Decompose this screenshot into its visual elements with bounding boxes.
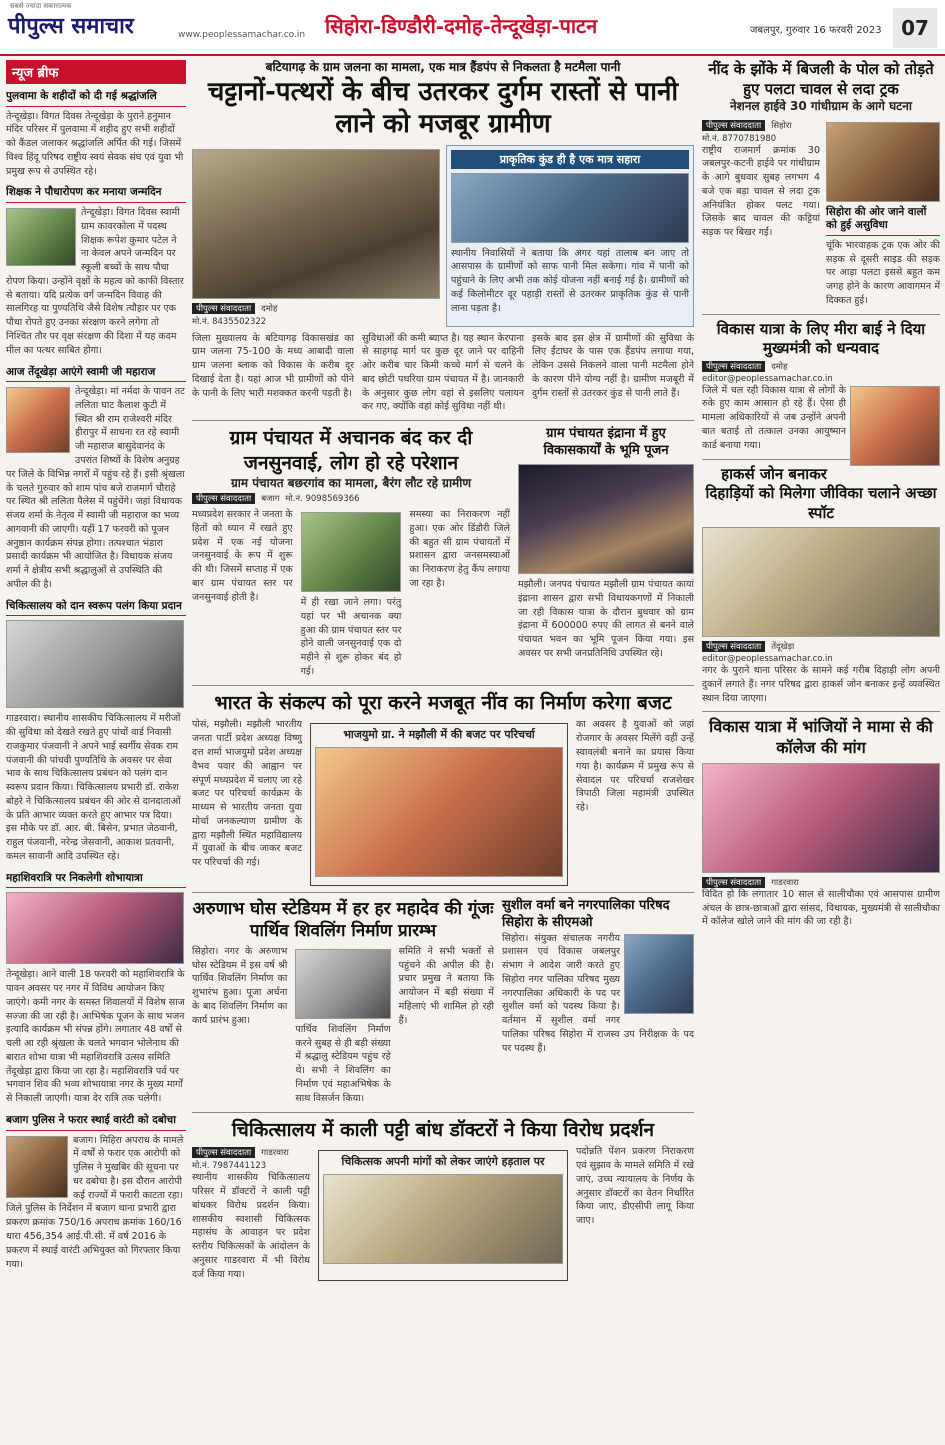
- news-photo: [295, 949, 390, 1019]
- brief-item: [6, 600, 186, 864]
- news-photo: [301, 512, 402, 592]
- story-text: राष्ट्रीय राजमार्ग क्रमांक 30 जबलपुर-कटनी हाईवे पर गांधीग्राम के आगे बुधवार सुबह लगभग 4 बजे एक बड़ा चावल से लदा ट्रक अनियंत्रित होकर पलट गया। जिसके बाद चावल की कट्टियां सड़क पर बिखर गईं।: [702, 144, 820, 239]
- brief-headline: चिकित्सालय को दान स्वरूप पलंग किया प्रदान: [6, 600, 186, 617]
- brief-item: [6, 366, 186, 592]
- college-demand-story: [702, 717, 940, 929]
- lead-story: [192, 60, 694, 414]
- brief-headline: महाशिवरात्रि पर निकलेगी शोभायात्रा: [6, 872, 186, 889]
- story-subhead: नेशनल हाईवे 30 गांधीग्राम के आगे घटना: [730, 99, 912, 113]
- main-column: [192, 60, 694, 1440]
- story-headline: विकास यात्रा में भांजियों ने मामा से की कॉलेज की मांग: [709, 717, 933, 758]
- byline-location: गाडरवारा: [771, 877, 799, 888]
- byline-name: पीपुल्स संवाददाता: [702, 120, 765, 131]
- brief-headline: आज तेंदूखेड़ा आएंगे स्वामी जी महाराज: [6, 366, 186, 383]
- meera-bai-story: [702, 320, 940, 453]
- box-headline: प्राकृतिक कुंड ही है एक मात्र सहारा: [451, 150, 689, 169]
- story-headline: चिकित्सालय में काली पट्टी बांध डॉक्टरों ने किया विरोध प्रदर्शन: [231, 1118, 655, 1141]
- shivling-story: [192, 898, 494, 1106]
- protest-story: [192, 1118, 694, 1282]
- divider: [192, 420, 694, 421]
- story-text: मध्यप्रदेश सरकार ने जनता के हितों को ध्यान में रखते हुए प्रदेश में एक नई योजना जनसुनवाई के रूप में शुरू की थी। जिसमें सप्ताह में एक बार ग्राम पंचायत स्तर पर जनसुनवाई होती है।: [192, 509, 293, 603]
- divider: [192, 685, 694, 686]
- brief-item: [6, 872, 186, 1106]
- news-photo: [6, 1136, 68, 1198]
- story-row: [192, 898, 694, 1106]
- website-url[interactable]: www.peoplessamachar.co.in: [178, 30, 306, 40]
- photo-feature: [310, 723, 568, 885]
- reporter-mobile: मो.नं. 9098569366: [285, 494, 360, 505]
- story-subhead: ग्राम पंचायत बछरगांव का मामला, बैरंग लौट रहे ग्रामीण: [230, 475, 472, 490]
- newspaper-logo: पीपुल्स समाचार: [8, 13, 134, 39]
- brief-text: तेन्दूखेड़ा। विगत दिवस तेन्दूखेड़ा के पुराने हनुमान मंदिर परिसर में पुलवामा में शहीद हुए सभी शहीदों को कैंडल जलाकर श्रद्धांजलि अर्पित की गई। जिसमें विश्व हिंदू परिषद राष्ट्रीय स्वयं सेवक संघ एवं युवा भी प्रमुख रूप से उपस्थित रहे।: [6, 110, 184, 177]
- reporter-mobile: मो.नं. 7987441123: [192, 1161, 267, 1172]
- panchayat-story: [192, 426, 510, 679]
- byline: [702, 641, 940, 652]
- photo-headline: चिकित्सक अपनी मांगों को लेकर जाएंगे हड़ताल पर: [341, 1155, 545, 1169]
- edition-title: सिहोरा-डिण्डौरी-दमोह-तेन्दूखेड़ा-पाटन: [325, 14, 598, 38]
- box-photo: [451, 173, 689, 243]
- photo-headline: भाजयुमो ग्रा. ने मझौली में की बजट पर परिचर्चा: [343, 728, 535, 742]
- news-photo: [323, 1174, 563, 1264]
- portrait-photo: [624, 934, 694, 1014]
- divider: [192, 1112, 694, 1113]
- story-text: में ही रखा जाने लगा। परंतु यहां पर भी अचानक क्या हुआ की ग्राम पंचायत स्तर पर होने वाली जनसुनवाई एक दो महीने से शुरू होकर बंद हो गई।: [300, 597, 402, 677]
- byline: [192, 1147, 310, 1158]
- brief-text: तेन्दूखेड़ा। विगत दिवस स्वामी ग्राम कावरकोला में पदस्थ शिक्षक रूपेश कुमार पटेल ने ना केवल अपने जन्मदिन पर स्कूली बच्चों के साथ पौधा रोपण किया। उन्होंने वृक्षों के महत्व को काफी विस्तार से बताया। यदि प्रत्येक वर्ग जन्मदिन विवाह की सालगिरह या पुण्यतिथि जैसे विशेष त्यौहार पर एक पौधा रोपते हुए उनका संरक्षण करने लगेगा तो निश्चित तौर पर वृक्ष संरक्षण की दिशा में यह कदम मील का पत्थर साबित होगा।: [6, 207, 184, 356]
- story-text: सिहोरा। नगर के अरुणाभ घोस स्टेडियम में इस वर्ष श्री पार्थिव शिवलिंग निर्माण का शुभारंभ हुआ। पूजा अर्चना के बाद शिवलिंग निर्माण का कार्य प्रारंभ हुआ।: [192, 945, 288, 1026]
- story-text: जिले में चल रही विकास यात्रा से लोगों के रुके हुए काम आसान हो रहे हैं। ऐसा ही मामला अधिकारियों से जब उन्होंने अपनी बात बताई तो तत्काल उनका आयुष्मान कार्ड बनाया गया।: [702, 384, 846, 451]
- story-row: [192, 426, 694, 679]
- truck-story: [702, 60, 940, 308]
- logo-tagline: सबसे ज्यादा सकारात्मक: [10, 2, 72, 10]
- story-headline: अरुणाभ घोस स्टेडियम में हर हर महादेव की गूंजः पार्थिव शिवलिंग निर्माण प्रारम्भ: [192, 898, 494, 941]
- story-text: नगर के पुराने थाना परिसर के सामने कई गरीब दिहाड़ी लोग अपनी दुकानें लगाते हैं। नगर परिषद द्वारा हाकर्स जोन बनाकर इन्हें व्यवस्थित स्थान दिया जाएगा।: [702, 665, 940, 704]
- story-text: इसके बाद इस क्षेत्र में ग्रामीणों की सुविधा के लिए ईंटाघर के पास एक हैंडपंप लगाया गया, लेकिन उससे निकलने वाला पानी मटमैला होने के कारण पीने योग्य नहीं है। ग्रामीण मजबूरी में दुर्गम रास्तों से उतरकर कुंड से पानी लाते हैं।: [532, 332, 694, 399]
- page-number: 07: [893, 8, 937, 48]
- news-photo: [6, 387, 70, 453]
- byline-name: पीपुल्स संवाददाता: [192, 493, 255, 504]
- story-text: समिति ने सभी भक्तों से पहुंचने की अपील की है। प्रचार प्रमुख ने बताया कि आयोजन में बड़ी संख्या में महिलाएं भी शामिल हो रही हैं।: [398, 945, 494, 1026]
- story-headline: ग्राम पंचायत में अचानक बंद कर दी जनसुनवाई, लोग हो रहे परेशान: [229, 427, 473, 474]
- story-kicker: बटियागढ़ के ग्राम जलना का मामला, एक मात्र हैंडपंप से निकलता है मटमैला पानी: [265, 60, 621, 74]
- brief-text: गाडरवारा। स्थानीय शासकीय चिकित्सालय में मरीजों की सुविधा को देखते रखते हुए पांचों वार्ड निवासी राजकुमार पंजवानी ने अपने भाई स्वर्गीय सेवक राम पंजवानी की पांचवी पुण्यतिथि के अवसर पर सेवा भाव के साथ चिकित्सालय प्रबंधन को पलंग दान स्वरूप प्रदान किया। चिकित्सालय प्रभारी डॉ. राकेश बोहरे ने चिकित्सालय प्रबंधन की ओर से दानदाताओं के प्रति आभार व्यक्त करते हुए आभार पत्र दिया। इस मौके पर डॉ. आर. बी. बिसेन, प्रभात जेठवानी, राहुल पंजवानी, नरेन्द्र जेसवानी, आकाश प्रतवानी, कमल सावानी आदि उपस्थित रहे।: [6, 713, 181, 862]
- story-headline: विकास यात्रा के लिए मीरा बाई ने दिया मुख्यमंत्री को धन्यवाद: [716, 319, 926, 358]
- sidebar-box: [446, 145, 694, 327]
- bhoomi-pujan-story: [518, 426, 694, 679]
- byline: [702, 120, 820, 131]
- news-photo: [315, 747, 563, 877]
- reporter-mobile: मो.नं. 8770781980: [702, 133, 777, 144]
- byline: [702, 877, 940, 888]
- brief-item: [6, 186, 186, 357]
- divider: [192, 892, 694, 893]
- brief-headline: शिक्षक ने पौधारोपण कर मनाया जन्मदिन: [6, 186, 186, 203]
- byline-name: पीपुल्स संवाददाता: [702, 877, 765, 888]
- brief-text: बजाग। मिहिरा अपराध के मामले में वर्षों से फरार एक आरोपी को पुलिस ने मुखबिर की सूचना पर धर दबोचा है। इस दौरान आरोपी कई राज्यों में फरारी काटता रहा। जिले पुलिस के निर्देशन में बजाग थाना प्रभारी द्वारा प्रकरण क्रमांक 750/16 अपराध क्रमांक 160/16 धारा 456,354 आई.पी.सी. में वर्ष 2016 के प्रकरण में स्थाई वारंटी अभियुक्त को गिरफ्तार किया गया।: [6, 1134, 184, 1270]
- story-text: सिहोरा। संयुक्त संचालक नगरीय प्रशासन एवं विकास जबलपुर संभाग ने आदेश जारी करते हुए सिहोरा नगर पालिका परिषद मुख्य नगरपालिका अधिकारी के पद पर सुशील वर्मा को पदस्थ किया है। वर्तमान में सुशील वर्मा नगर पालिका परिषद सिहोरा में राजस्व उप निरीक्षक के पद पर पदस्थ हैं।: [502, 932, 694, 1054]
- story-text: चूंकि भारवाहक ट्रक एक ओर की सड़क से दूसरी साइड की सड़क पर आड़ा पलटा इससे बहुत कम जगह होने के कारण आवागमन में दिक्कत हुई।: [826, 239, 940, 306]
- divider: [702, 711, 940, 712]
- news-photo: [826, 122, 940, 202]
- dateline: जबलपुर, गुरुवार 16 फरवरी 2023: [750, 25, 882, 36]
- news-photo: [702, 763, 940, 873]
- byline-location: दमोह: [771, 361, 788, 372]
- news-photo: [850, 386, 940, 466]
- byline-location: गाडरवारा: [261, 1148, 289, 1159]
- brief-text: तेन्दूखेड़ा। मां नर्मदा के पावन तट ललिता घाट कैलाश कुटी में स्थित श्री राम राजेश्वरी मंदिर हीरापुर में साधना रत रहे स्वामी जी महाराज बासुदेवानंद के उपरांत शिष्यों के विशेष अनुग्रह पर जिले के विभिन्न नगरों में पहुंच रहे हैं। इसी श्रृंखला के चलते गुरुवार को शाम पांच बजे राजमार्ग चौराहे पर स्थित श्री ललिता पैलेस में पहुंचेंगे। जहां विधायक संजय शर्मा के नेतृत्व में स्वामी जी महाराज का भव्य आगवानी की जाएगी। यहीं 17 फरवरी को पूजन अनुष्ठान कार्यक्रम संपन्न होगा। तत्पश्चात भंडारा प्रसादी कार्यक्रम भी आयोजित है। विधायक संजय शर्मा ने क्षेत्रीय सभी श्रद्धालुओं से उपस्थिति की अपील की है।: [6, 386, 185, 590]
- brief-text: तेन्दूखेड़ा। आने वाली 18 फरवरी को महाशिवरात्रि के पावन अवसर पर नगर में विविध आयोजन किए जाएंगे। कमी नगर के समस्त शिवालयों में विशेष साज सज्जा की जा रही है। आभिषेक पूजन के साथ भजन इत्यादि कार्यक्रम भी संपन्न होंगे। लगातार 48 वर्षों से चली आ रही श्रृंखला के चलते भगवान भोलेनाथ की बारात शोभा यात्रा भी महाशिवरात्रि उत्सव समिति तेंदूखेड़ा द्वारा किया जा रहा है। महाशिवरात्रि पर्व पर भगवान शिव की भव्य शोभायात्रा नगर के मुख्य मार्गों से निकाली जाएगी। यात्रा देर रात्रि तक चलेगी।: [6, 969, 185, 1105]
- story-text: पार्थिव शिवलिंग निर्माण करने सुबह से ही बड़ी संख्या में श्रद्धालु स्टेडियम पहुंच रहे थे। सभी ने शिवलिंग का निर्माण एवं महाअभिषेक के साथ विसर्जन किया।: [295, 1023, 391, 1104]
- story-text: जिला मुख्यालय के बटियागढ़ विकासखंड का ग्राम जलना 75-100 के मध्य आबादी वाला ग्राम जलना ब्लाक को विकास के करीब दूर दिखाई देता है। यहां आज भी ग्रामीणों को पीने के पानी के लिए भारी मशक्कत करनी पड़ती है।: [192, 332, 354, 399]
- news-brief-column: [6, 60, 186, 1440]
- byline-name: पीपुल्स संवाददाता: [702, 641, 765, 652]
- byline-name: पीपुल्स संवाददाता: [192, 1147, 255, 1158]
- brief-headline: पुलवामा के शहीदों को दी गई श्रद्धांजलि: [6, 90, 186, 107]
- story-headline: भारत के संकल्प को पूरा करने मजबूत नींव का निर्माण करेगा बजट: [214, 691, 672, 714]
- side-headline: सिहोरा की ओर जाने वालों को हुई असुविधा: [826, 206, 940, 236]
- byline-location: दमोह: [261, 303, 278, 314]
- budget-story: [192, 691, 694, 886]
- divider: [702, 314, 940, 315]
- news-photo: [702, 527, 940, 637]
- editor-email[interactable]: editor@peoplessamachar.co.in: [702, 373, 833, 384]
- byline: [192, 303, 440, 314]
- story-text: पदोन्नति पेंशन प्रकरण निराकरण एवं सुझाव के मामले समिति में रखे जाएं, उच्च न्यायालय के निर्णय के अनुसार डॉक्टरों का वेतन निर्धारित किया जाए, डीएसीपी लागू किया जाए।: [576, 1146, 694, 1227]
- story-text: समस्या का निराकरण नहीं हुआ। एक ओर डिंडौरी जिले की बहुत सी ग्राम पंचायतों में प्रशासन द्वारा जनसमस्याओं का निराकरण हेतु कैंप लगाया जा रहा है।: [409, 509, 510, 589]
- cmo-story: [502, 898, 694, 1106]
- story-headline: सुशील वर्मा बने नगरपालिका परिषद सिहोरा के सीएमओ: [502, 897, 670, 930]
- story-headline: चट्टानों-पत्थरों के बीच उतरकर दुर्गम रास्तों से पानी लाने को मजबूर ग्रामीण: [207, 76, 679, 140]
- byline: [192, 493, 510, 504]
- brief-headline: बजाग पुलिस ने फरार स्थाई वारंटी को दबोचा: [6, 1114, 186, 1131]
- news-photo: [6, 620, 184, 708]
- story-headline: ग्राम पंचायत इंद्राना में हुए विकासकार्यों के भूमि पूजन: [543, 426, 669, 459]
- hawkers-story: [702, 465, 940, 706]
- editor-email[interactable]: editor@peoplessamachar.co.in: [702, 654, 833, 665]
- story-headline: हाकर्स जोन बनाकर दिहाड़ियों को मिलेगा जीविका चलाने अच्छा स्पॉट: [705, 464, 937, 522]
- news-photo: [518, 464, 694, 574]
- story-text: स्थानीय शासकीय चिकित्सालय परिसर में डॉक्टरों ने काली पट्टी बांधकर विरोध प्रदर्शन किया। शासकीय स्वशासी चिकित्सक महासंघ के आवाहन पर प्रदेश स्तरीय चिकित्सकों के आंदोलन के अनुसार गाडरवारा में भी विरोध दर्ज किया गया।: [192, 1172, 310, 1280]
- byline-location: सिहोरा: [771, 120, 792, 131]
- reporter-mobile: मो.नं. 8435502322: [192, 316, 267, 327]
- brief-item: [6, 1114, 186, 1271]
- byline-name: पीपुल्स संवाददाता: [192, 303, 255, 314]
- story-text: विदित हो कि लगातार 10 साल से सालीचौका एवं आसपास ग्रामीण अंचल के छात्र-छात्राओं द्वारा सांसद, विधायक, मुख्यमंत्री से सालीचौका में कॉलेज खोले जाने की मांग की जा रही है।: [702, 888, 940, 928]
- story-text: मझौली। जनपद पंचायत मझौली ग्राम पंचायत कायां इंद्राना शासन द्वारा सभी विधायकगणों में निकाली जा रही विकास यात्रा के दौरान बुधवार को ग्राम इंद्राना में 600000 रुपए की लागत से बनने वाले पंचायत भवन का भूमि पूजन किया गया। इस अवसर पर सभी जनप्रतिनिधि उपस्थित रहे।: [518, 578, 694, 659]
- byline-location: तेंदूखेड़ा: [771, 642, 795, 653]
- story-text: का अवसर है युवाओं को जहां रोजगार के अवसर मिलेंगे वहीं उन्हें स्वावलंबी बनाने का प्रयास किया गया है। कार्यक्रम में प्रमुख रूप से सेवादल पर परिचर्चा राजशेखर त्रिपाठी जिला महामंत्री उपस्थित रहे।: [576, 719, 694, 814]
- news-photo: [6, 208, 76, 266]
- brief-item: [6, 90, 186, 178]
- right-column: [702, 60, 940, 1440]
- lead-photo: [192, 149, 440, 299]
- news-photo: [6, 892, 184, 964]
- box-text: स्थानीय निवासियों ने बताया कि अगर यहां तालाब बन जाए तो आसपास के ग्रामीणों को साफ पानी मिल सकेगा। गांव में पानी को पहुंचाने के लिए अभी तक कोई योजना नहीं बनाई गई है। ग्रामीणों को कई किलोमीटर दूर पहाड़ी रास्तों से उतरकर प्राकृतिक कुंड से पानी लाना पड़ता है।: [451, 247, 689, 314]
- story-headline: नींद के झोंके में बिजली के पोल को तोड़ते हुए पलटा चावल से लदा ट्रक: [708, 60, 934, 98]
- byline: [702, 361, 940, 372]
- story-text: पोसं, मझौली। मझौली भारतीय जनता पार्टी प्रदेश अध्यक्ष विष्णु दत्त शर्मा भाजयुमो प्रदेश अध्यक्ष वैभव पवार की आह्वान पर संपूर्ण मध्यप्रदेश में चलाए जा रहे बजट पर परिचर्चा कार्यक्रम के माध्यम से भारतीय जनता युवा मोर्चा जनकल्याण ग्रामीण के द्वारा मझौली स्थित महाविद्यालय में युवाओं के बीच जाकर बजट पर परिचर्चा की गई।: [192, 719, 302, 869]
- section-label: न्यूज ब्रीफ: [6, 60, 186, 84]
- byline-location: बजाग: [261, 494, 280, 505]
- byline-name: पीपुल्स संवाददाता: [702, 361, 765, 372]
- story-text: सुविधाओं की कमी ब्याप्त है। यह स्थान केरपाना से साहगढ़ मार्ग पर कुछ दूर जाने पर दाहिनी ओर करीब चार किमी कच्चे मार्ग से चलने के बाद छोटी पथरिया ग्राम पंचायत में है। जानकारी के अनुसार कुछ लोग वहां से इसलिए पलायन कर गए, क्योंकि वहां कोई सुविधा नहीं थी।: [362, 332, 524, 413]
- masthead: [0, 0, 945, 56]
- photo-feature: [318, 1150, 568, 1281]
